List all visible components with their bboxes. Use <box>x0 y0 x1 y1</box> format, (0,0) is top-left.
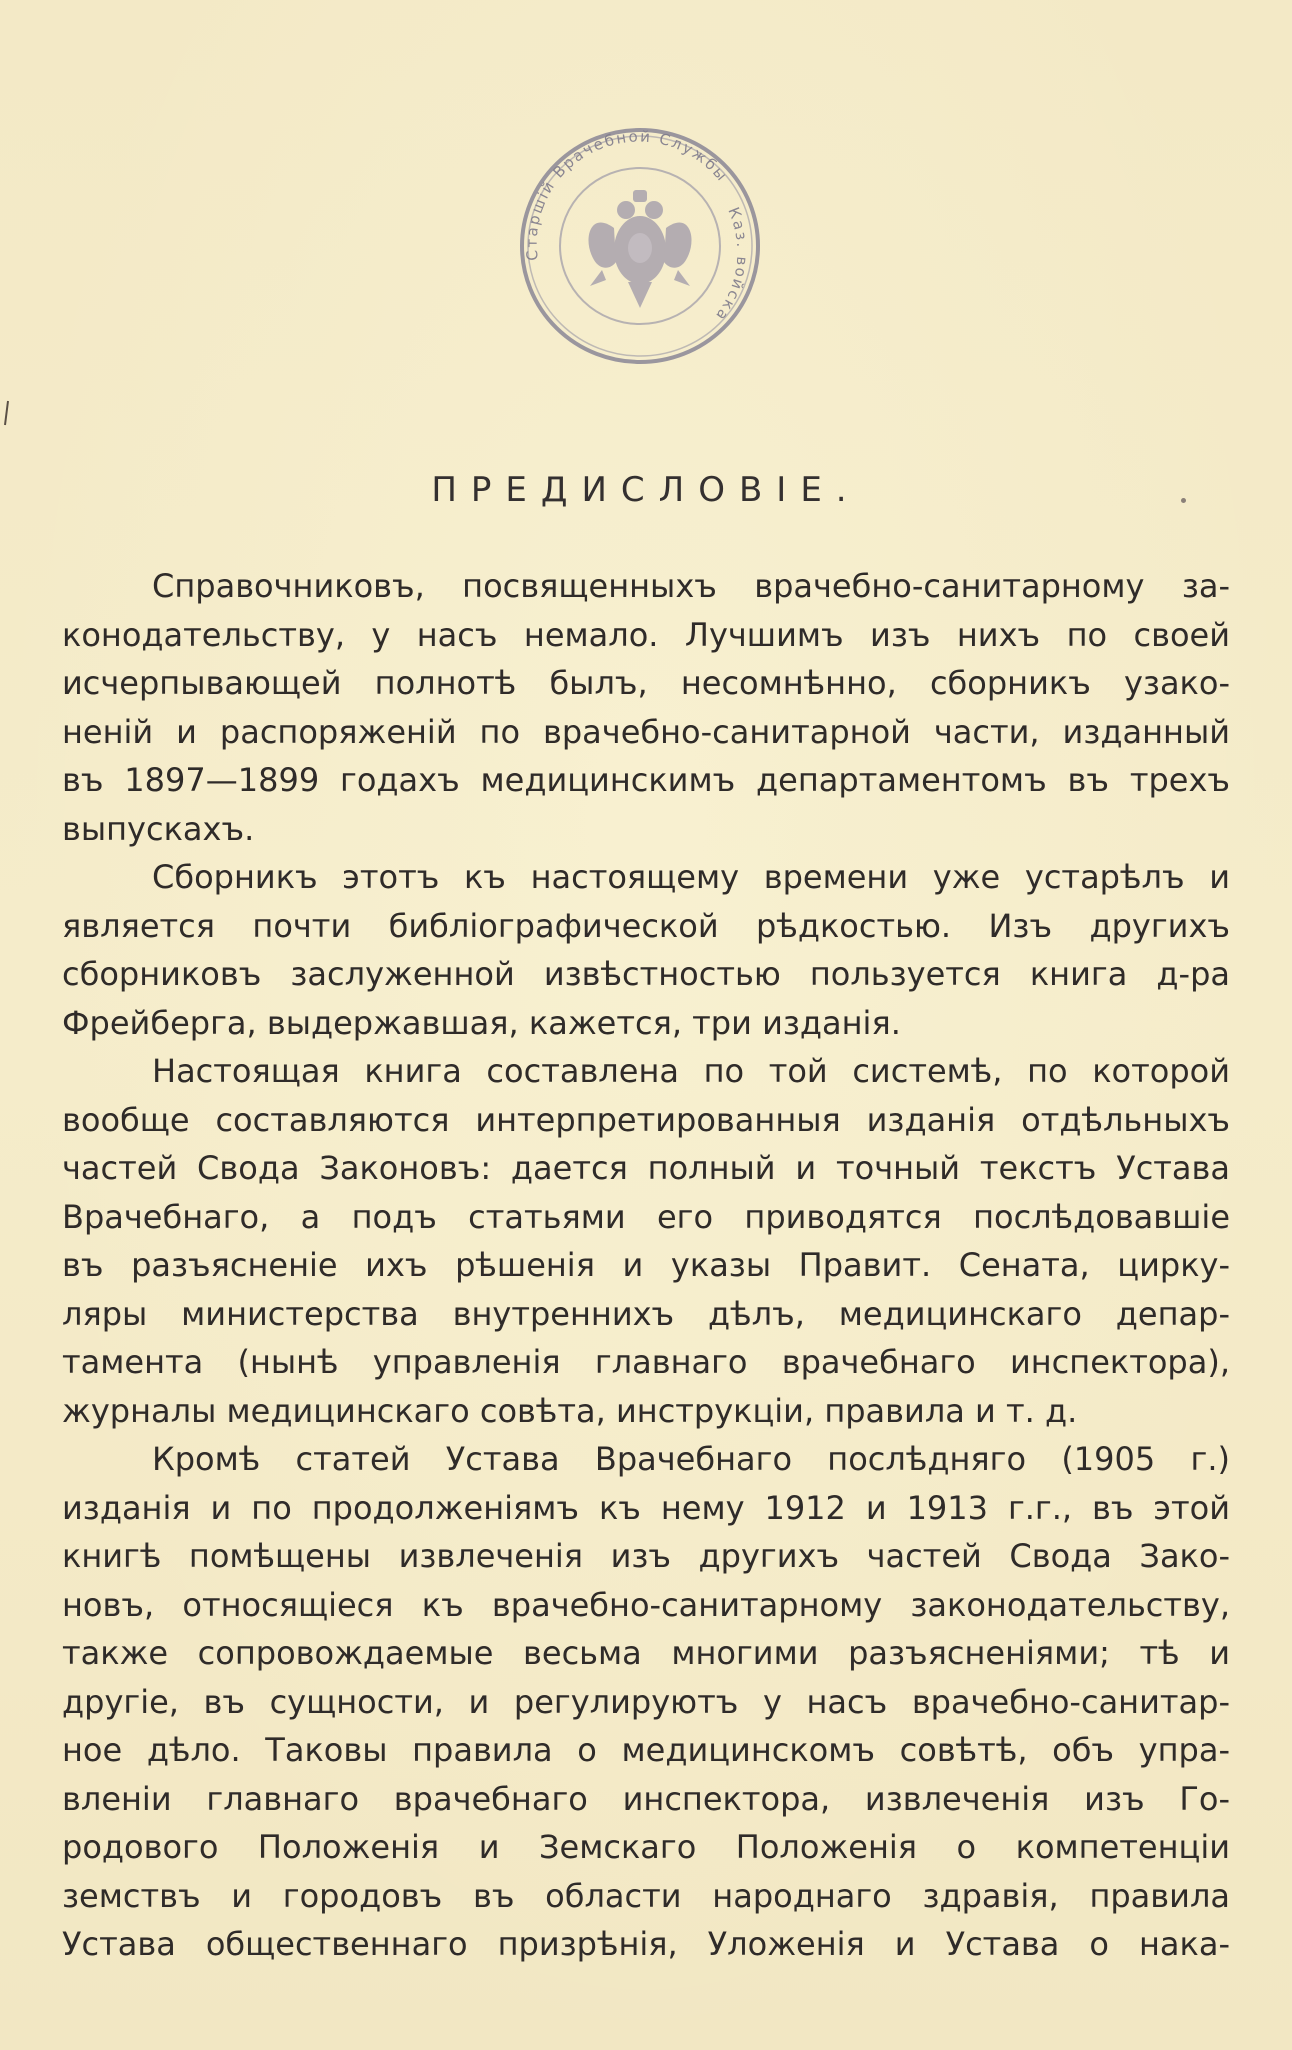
paragraph <box>62 853 1230 1047</box>
text-line: вленіи главнаго врачебнаго инспектора, извлеченія изъ Го- <box>62 1779 1230 1818</box>
text-line: выпускахъ. <box>62 809 255 848</box>
paragraph <box>62 1047 1230 1435</box>
text-line: Справочниковъ, посвященныхъ врачебно-санитарному за- <box>152 567 1230 605</box>
text-line: новъ, относящіеся къ врачебно-санитарному законодательству, <box>62 1585 1230 1624</box>
text-line: журналы медицинскаго совѣта, инструкціи, правила и т. д. <box>62 1391 1078 1430</box>
paragraph <box>62 562 1230 853</box>
edge-mark <box>4 400 10 426</box>
text-line: частей Свода Законовъ: дается полный и точный текстъ Устава <box>62 1149 1230 1187</box>
text-line: тамента (нынѣ управленія главнаго врачебнаго инспектора), <box>62 1343 1230 1381</box>
text-line: сборниковъ заслуженной извѣстностью пользуется книга д-ра <box>62 955 1230 993</box>
text-line: книгѣ помѣщены извлеченія изъ другихъ частей Свода Зако- <box>62 1537 1230 1575</box>
text-line: Фрейберга, выдержавшая, кажется, три изданія. <box>62 1003 901 1042</box>
text-line: является почти библіографической рѣдкостью. Изъ другихъ <box>62 906 1230 945</box>
text-line: родового Положенія и Земскаго Положенія о компетенціи <box>62 1828 1230 1866</box>
text-line: Сборникъ этотъ къ настоящему времени уже устарѣлъ и <box>152 858 1230 896</box>
text-line: ляры министерства внутреннихъ дѣлъ, медицинскаго депар- <box>62 1294 1230 1333</box>
text-line: другіе, въ сущности, и регулируютъ у насъ врачебно-санитар- <box>62 1682 1230 1721</box>
library-stamp-icon <box>490 110 790 378</box>
text-line: вообще составляются интерпретированныя изданія отдѣльныхъ <box>62 1100 1230 1139</box>
text-line: Устава общественнаго призрѣнія, Уложенія и Устава о нака- <box>62 1925 1230 1963</box>
paragraph <box>62 1435 1230 1969</box>
text-line: исчерпывающей полнотѣ былъ, несомнѣнно, сборникъ узако- <box>62 664 1230 702</box>
text-line: неній и распоряженій по врачебно-санитарной части, изданный <box>62 712 1230 751</box>
text-line: конодательству, у насъ немало. Лучшимъ изъ нихъ по своей <box>62 615 1230 654</box>
page-title: ПРЕДИСЛОВІЕ. <box>431 470 861 510</box>
text-line: Настоящая книга составлена по той системѣ, по которой <box>152 1052 1230 1090</box>
stamp-text-top: Старшій Врачебной Службы <box>522 127 732 262</box>
stamp-text-right: Каз. войска <box>711 204 752 326</box>
text-line: въ 1897—1899 годахъ медицинскимъ департаментомъ въ трехъ <box>62 761 1230 799</box>
text-line: также сопровождаемые весьма многими разъясненіями; тѣ и <box>62 1634 1230 1672</box>
preface-body <box>62 562 1230 1969</box>
text-line: въ разъясненіе ихъ рѣшенія и указы Правит. Сената, цирку- <box>62 1246 1230 1284</box>
text-line: изданія и по продолженіямъ къ нему 1912 и 1913 г.г., въ этой <box>62 1488 1230 1527</box>
text-line: земствъ и городовъ въ области народнаго здравія, правила <box>62 1876 1230 1915</box>
text-line: ное дѣло. Таковы правила о медицинскомъ совѣтѣ, объ упра- <box>62 1731 1230 1769</box>
text-line: Кромѣ статей Устава Врачебнаго послѣдняго (1905 г.) <box>152 1440 1230 1478</box>
text-line: Врачебнаго, а подъ статьями его приводятся послѣдовавшіе <box>62 1197 1230 1236</box>
